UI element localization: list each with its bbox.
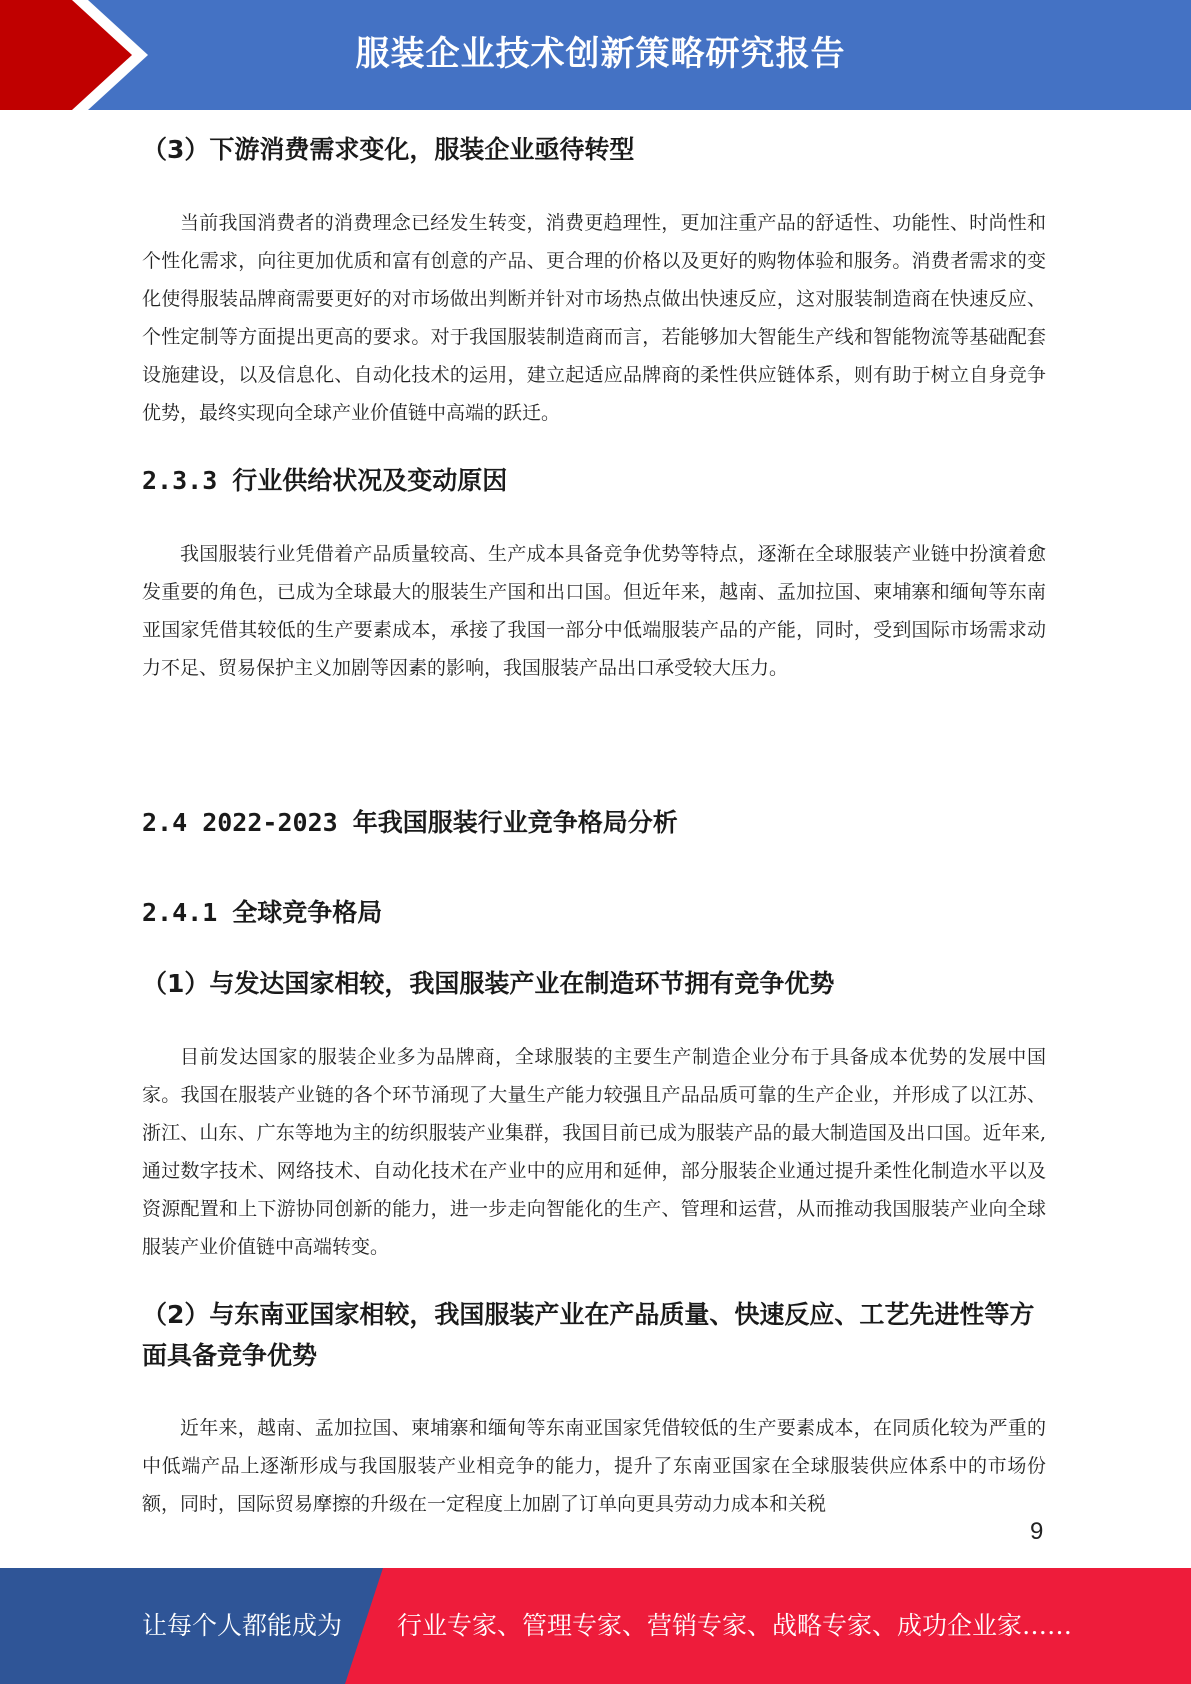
heading-2-4: 2.4 2022-2023 年我国服装行业竞争格局分析	[142, 808, 678, 837]
paragraph-developed-countries: 目前发达国家的服装企业多为品牌商，全球服装的主要生产制造企业分布于具备成本优势的发展中国家。我国在服装产业链的各个环节涌现了大量生产能力较强且产品品质可靠的生产企业，并形成了以江苏、浙江、山东、广东等地为主的纺织服装产业集群，我国目前已成为服装产品的最大制造国及出口国。近年来,通过数字技术、网络技术、自动化技术在产业中的应用和延伸，部分服装企业通过提升柔性化制造水平以及资源配置和上下游协同创新的能力，进一步走向智能化的生产、管理和运营，从而推动我国服装产业向全球服装产业价值链中高端转变。	[142, 1046, 1046, 1258]
header-red-arrow-decoration	[0, 0, 160, 110]
page-number: 9	[1030, 1518, 1044, 1545]
paragraph-downstream-demand: 当前我国消费者的消费理念已经发生转变，消费更趋理性，更加注重产品的舒适性、功能性、时尚性和个性化需求，向往更加优质和富有创意的产品、更合理的价格以及更好的购物体验和服务。消费者需求的变化使得服装品牌商需要更好的对市场做出判断并针对市场热点做出快速反应，这对服装制造商在快速反应、个性定制等方面提出更高的要求。对于我国服装制造商而言，若能够加大智能生产线和智能物流等基础配套设施建设，以及信息化、自动化技术的运用，建立起适应品牌商的柔性供应链体系，则有助于树立自身竞争优势，最终实现向全球产业价值链中高端的跃迁。	[142, 212, 1046, 424]
paragraph-2-3-3: 我国服装行业凭借着产品质量较高、生产成本具备竞争优势等特点，逐渐在全球服装产业链中扮演着愈发重要的角色，已成为全球最大的服装生产国和出口国。但近年来，越南、孟加拉国、柬埔寨和缅甸等东南亚国家凭借其较低的生产要素成本，承接了我国一部分中低端服装产品的产能，同时，受到国际市场需求动力不足、贸易保护主义加剧等因素的影响，我国服装产品出口承受较大压力。	[142, 543, 1046, 679]
heading-2-3-3: 2.3.3 行业供给状况及变动原因	[142, 466, 508, 495]
footer-slogan-left: 让每个人都能成为	[142, 1611, 343, 1640]
footer-slogan-right: 行业专家、管理专家、营销专家、战略专家、成功企业家……	[397, 1611, 1073, 1640]
heading-downstream-demand: （3）下游消费需求变化，服装企业亟待转型	[142, 135, 635, 164]
heading-southeast-asia: （2）与东南亚国家相较，我国服装产业在产品质量、快速反应、工艺先进性等方面具备竞争优势	[142, 1300, 1035, 1370]
heading-developed-countries: （1）与发达国家相较，我国服装产业在制造环节拥有竞争优势	[142, 969, 835, 998]
page-footer	[0, 1568, 1191, 1684]
report-title: 服装企业技术创新策略研究报告	[355, 34, 846, 74]
paragraph-southeast-asia: 近年来，越南、孟加拉国、柬埔寨和缅甸等东南亚国家凭借较低的生产要素成本，在同质化较为严重的中低端产品上逐渐形成与我国服装产业相竞争的能力，提升了东南亚国家在全球服装供应体系中的市场份额，同时，国际贸易摩擦的升级在一定程度上加剧了订单向更具劳动力成本和关税	[142, 1417, 1046, 1515]
heading-2-4-1: 2.4.1 全球竞争格局	[142, 898, 383, 927]
